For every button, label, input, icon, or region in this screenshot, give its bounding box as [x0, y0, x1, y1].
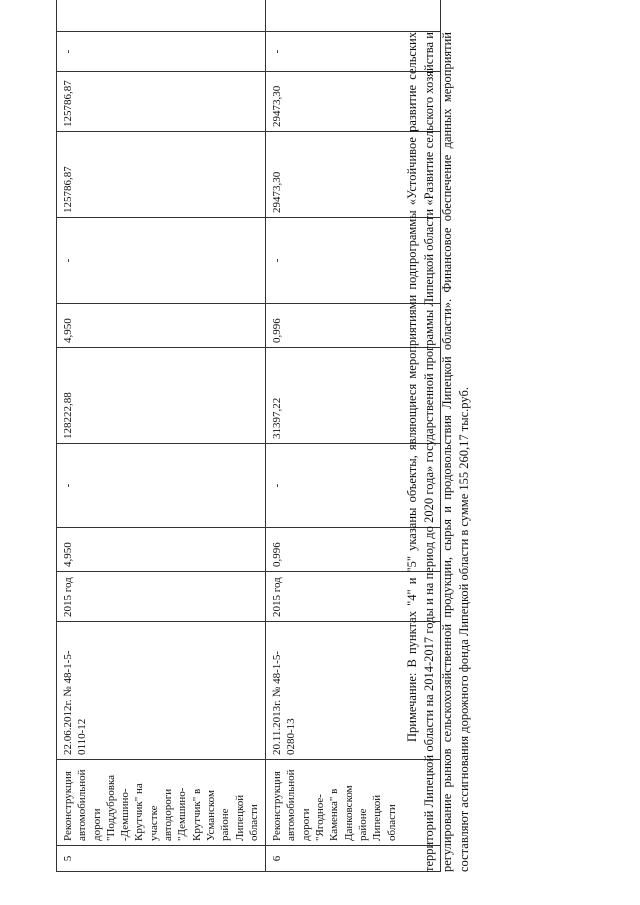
table-row — [57, 0, 266, 872]
length-cell: 0,996 — [266, 528, 441, 572]
object-name: Реконструкция автомобильной дороги "Поддубровка -Демшино-Крутчик" на участке автодороги "Демшино-Крутчик" в Усманском районе Липецкой области — [57, 760, 266, 846]
document-number: 20.11.2013г. № 48-1-5-0280-13 — [266, 622, 441, 760]
footnote — [404, 32, 473, 872]
footnote-text: Примечание: В пунктах "4" и "5" указаны объекты, являющиеся мероприятиями подпрограммы «Устойчивое развитие сельских территорий Липецкой области на 2014-2017 годы и на период до 2020 года» государственной программы Липецкой области «Развитие сельского хозяйства и регулирование рынков сельскохозяйственной продукции, сырья и продовольствия Липецкой области». Финансовое обеспечение данных мероприятий составляют ассигнования дорожного фонда Липецкой области в сумме 155 260,17 тыс.руб. — [405, 32, 471, 872]
empty-cell: - — [57, 444, 266, 528]
cost-cell: 31397,22 — [266, 348, 441, 444]
document-number: 22.06.2012г. № 48-1-5-0110-12 — [57, 622, 266, 760]
row-number: 5 — [57, 846, 266, 872]
objects-table — [56, 0, 441, 872]
empty-cell: - — [57, 218, 266, 304]
object-name: Реконструкция автомобильной дороги "Ягодное-Каменка" в Данковском районе Липецкой области — [266, 760, 441, 846]
empty-cell: - — [266, 218, 441, 304]
rotated-page — [56, 32, 616, 872]
empty-cell: - — [266, 444, 441, 528]
year-cell: 2015 год — [57, 572, 266, 622]
length-cell: 4,950 — [57, 528, 266, 572]
amount-cell-2: 29473,30 — [266, 72, 441, 132]
amount-cell: 29473,30 — [266, 132, 441, 218]
empty-cell: - — [57, 32, 266, 72]
length-cell-2: 4,950 — [57, 304, 266, 348]
empty-cell — [266, 0, 441, 32]
amount-cell: 125786,87 — [57, 132, 266, 218]
year-cell: 2015 год — [266, 572, 441, 622]
cost-cell: 128222,88 — [57, 348, 266, 444]
empty-cell: - — [266, 32, 441, 72]
amount-cell-2: 125786,87 — [57, 72, 266, 132]
row-number: 6 — [266, 846, 441, 872]
empty-cell — [57, 0, 266, 32]
length-cell-2: 0,996 — [266, 304, 441, 348]
